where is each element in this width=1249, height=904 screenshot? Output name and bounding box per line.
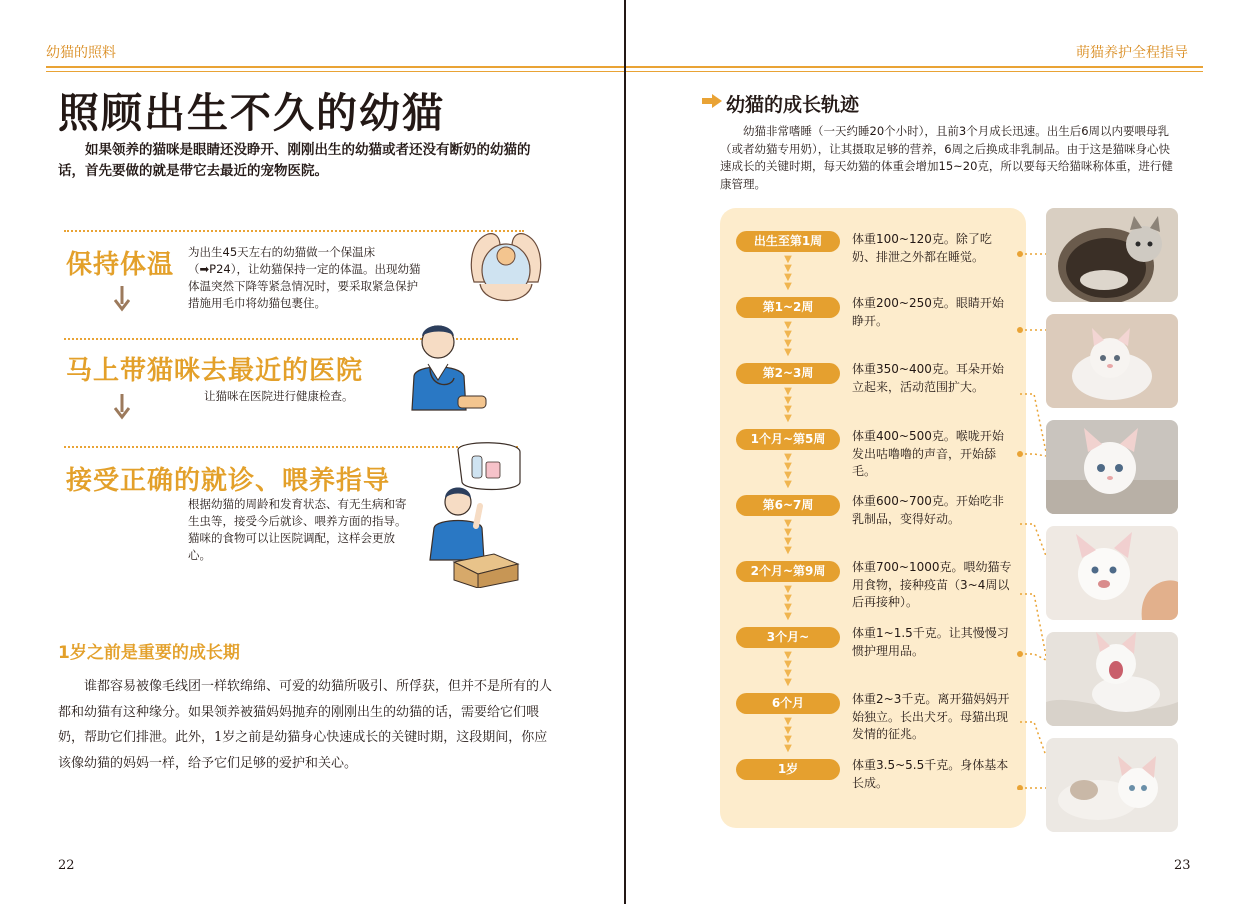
section-title: 幼猫的成长轨迹 (726, 94, 860, 116)
kitten-2-months-photo (1046, 526, 1178, 620)
step-desc: 为出生45天左右的幼猫做一个保温床（➡P24），让幼猫保持一定的体温。出现幼猫体温突然下降等紧急情况时，要采取紧急保护措施用毛巾将幼猫包裹住。 (188, 245, 421, 310)
stage-desc: 体重200~250克。眼睛开始睁开。 (852, 296, 1004, 328)
left-header-label: 幼猫的照料 (46, 45, 116, 61)
kitten-1-year-photo (1046, 738, 1178, 832)
right-header-rule-thin (626, 71, 1203, 72)
step-title: 马上带猫咪去最近的医院 (66, 356, 364, 386)
step-desc: 让猫咪在医院进行健康检查。 (204, 389, 354, 403)
left-intro: 如果领养的猫咪是眼睛还没睁开、刚刚出生的幼猫或者还没有断奶的幼猫的话，首先要做的就是带它去最近的宠物医院。 (58, 142, 531, 179)
stage-desc: 体重400~500克。喉咙开始发出咕噜噜的声音，开始舔毛。 (852, 429, 1004, 478)
veterinarian-illustration (404, 318, 488, 414)
right-intro: 幼猫非常嗜睡（一天约睡20个小时），且前3个月成长迅速。出生后6周以内要喂母乳（或者幼猫专用奶），让其摄取足够的营养，6周之后换成非乳制品。由于这是猫咪身心快速成长的关键时期，每天幼猫的体重会增加15~20克，所以要每天给猫咪称体重，进行健康管理。 (720, 124, 1173, 191)
step-divider (64, 230, 524, 232)
left-body-text: 谁都容易被像毛线团一样软绵绵、可爱的幼猫所吸引、所俘获，但并不是所有的人都和幼猫有这种缘分。如果领养被猫妈妈抛弃的刚刚出生的幼猫的话，需要给它们喂奶，帮助它们排泄。此外，1岁之前是幼猫身心快速成长的关键时期，这段期间，你应该像幼猫的妈妈一样，给予它们足够的爱护和关心。 (58, 679, 553, 771)
stage-desc: 体重2~3千克。离开猫妈妈开始独立。长出犬牙。母猫出现发情的征兆。 (852, 692, 1010, 741)
stage-desc: 体重100~120克。除了吃奶、排泄之外都在睡觉。 (852, 232, 992, 264)
timeline-connector: ▼ ▼ ▼ ▼ (784, 386, 792, 424)
stage-label: 第6~7周 (736, 495, 840, 516)
right-arrow-icon (702, 94, 722, 108)
right-header-rule (626, 66, 1203, 68)
stage-desc: 体重3.5~5.5千克。身体基本长成。 (852, 758, 1009, 790)
page-number-right: 23 (1174, 858, 1191, 873)
kitten-in-towel-illustration (466, 222, 546, 314)
newborn-kittens-photo (1046, 208, 1178, 302)
stage-label: 3个月~ (736, 627, 840, 648)
page-number-left: 22 (58, 858, 75, 873)
timeline-connector: ▼ ▼ ▼ ▼ (784, 254, 792, 292)
stage-label: 第2~3周 (736, 363, 840, 384)
right-header-label: 萌猫养护全程指导 (1076, 45, 1188, 61)
timeline-connector: ▼ ▼ ▼ ▼ (784, 452, 792, 490)
step-title: 保持体温 (66, 250, 175, 280)
page-title: 照顾出生不久的幼猫 (58, 89, 445, 137)
timeline-connector: ▼ ▼ ▼ ▼ (784, 584, 792, 622)
kitten-1-2-weeks-photo (1046, 314, 1178, 408)
timeline-connector: ▼ ▼ ▼ ▼ (784, 320, 792, 358)
photo-leader-lines (1010, 230, 1050, 790)
stage-label: 出生至第1周 (736, 231, 840, 252)
stage-label: 第1~2周 (736, 297, 840, 318)
down-arrow-icon (114, 286, 130, 312)
timeline-connector: ▼ ▼ ▼ ▼ (784, 518, 792, 556)
step-desc: 根据幼猫的周龄和发育状态、有无生病和寄生虫等，接受今后就诊、喂养方面的指导。猫咪的食物可以让医院调配，这样会更放心。 (188, 497, 407, 562)
stage-label: 2个月~第9周 (736, 561, 840, 582)
left-header-rule-thin (46, 71, 624, 72)
kitten-yawning-photo (1046, 632, 1178, 726)
stage-desc: 体重1~1.5千克。让其慢慢习惯护理用品。 (852, 626, 1009, 658)
feeding-guidance-illustration (424, 440, 524, 588)
stage-desc: 体重700~1000克。喂幼猫专用食物，接种疫苗（3~4周以后再接种）。 (852, 560, 1012, 609)
down-arrow-icon (114, 394, 130, 420)
stage-desc: 体重600~700克。开始吃非乳制品，变得好动。 (852, 494, 1004, 526)
stage-label: 1岁 (736, 759, 840, 780)
book-spine (624, 0, 626, 904)
subsection-title: 1岁之前是重要的成长期 (58, 643, 240, 663)
stage-label: 6个月 (736, 693, 840, 714)
stage-label: 1个月~第5周 (736, 429, 840, 450)
step-title: 接受正确的就诊、喂养指导 (66, 466, 391, 496)
kitten-1-month-photo (1046, 420, 1178, 514)
stage-desc: 体重350~400克。耳朵开始立起来，活动范围扩大。 (852, 362, 1004, 394)
timeline-connector: ▼ ▼ ▼ ▼ (784, 716, 792, 754)
left-header-rule (46, 66, 624, 68)
timeline-connector: ▼ ▼ ▼ ▼ (784, 650, 792, 688)
